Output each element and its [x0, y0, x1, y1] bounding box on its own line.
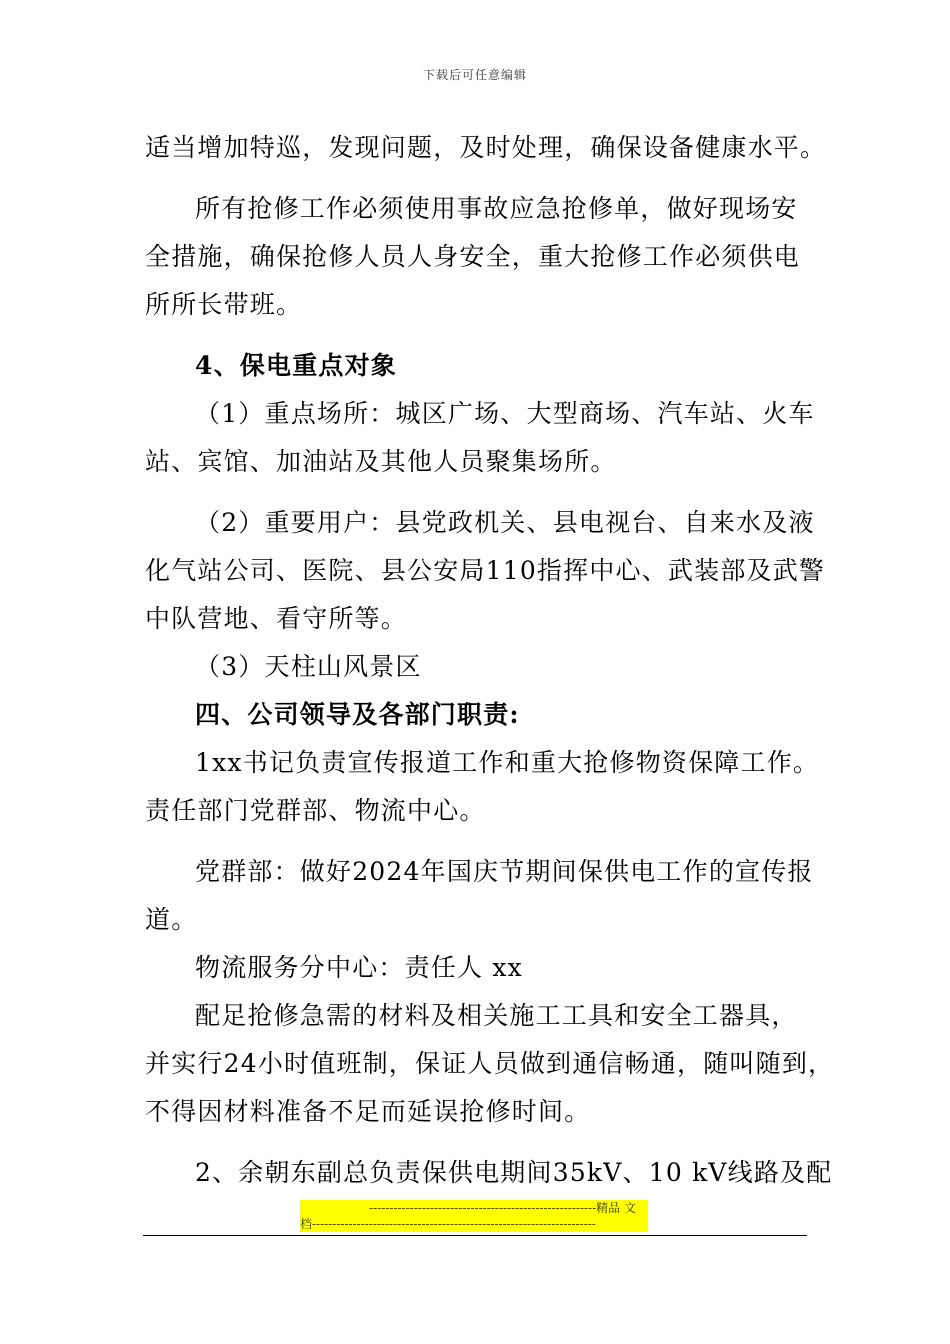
header-note: 下载后可任意编辑 — [422, 68, 527, 82]
body-line: 中队营地、看守所等。 — [145, 604, 408, 633]
footer-line: --------------------------------------------------------精品 文 — [369, 1201, 636, 1215]
body-line: 所所长带班。 — [145, 290, 303, 319]
footer-watermark — [300, 1200, 648, 1232]
body-line: 站、宾馆、加油站及其他人员聚集场所。 — [145, 447, 617, 476]
footer-divider — [143, 1235, 807, 1236]
body-line: （2）重要用户：县党政机关、县电视台、自来水及液 — [195, 508, 815, 537]
document-body — [145, 128, 835, 1201]
body-line: （1）重点场所：城区广场、大型商场、汽车站、火车 — [195, 399, 815, 428]
body-line: 物流服务分中心：责任人 xx — [195, 953, 523, 982]
footer-line: 档---------------------------------------------------------------------- — [300, 1217, 596, 1231]
section-heading: 四、公司领导及各部门职责: — [195, 700, 520, 729]
body-line: 道。 — [145, 905, 198, 934]
body-line: 责任部门党群部、物流中心。 — [145, 796, 486, 825]
body-line: 适当增加特巡，发现问题，及时处理，确保设备健康水平。 — [145, 133, 827, 162]
body-line: 并实行24小时值班制，保证人员做到通信畅通，随叫随到， — [145, 1049, 835, 1078]
body-line: 2、余朝东副总负责保供电期间35kV、10 kV线路及配 — [195, 1158, 833, 1187]
body-line: 不得因材料准备不足而延误抢修时间。 — [145, 1097, 591, 1126]
body-line: 化气站公司、医院、县公安局110指挥中心、武装部及武警 — [145, 556, 826, 585]
section-heading: 4、保电重点对象 — [195, 351, 397, 380]
body-line: 1xx书记负责宣传报道工作和重大抢修物资保障工作。 — [195, 748, 820, 777]
body-line: 党群部：做好2024年国庆节期间保供电工作的宣传报 — [195, 857, 814, 886]
body-line: （3）天柱山风景区 — [195, 652, 422, 681]
body-line: 全措施，确保抢修人员人身安全，重大抢修工作必须供电 — [145, 242, 801, 271]
body-line: 配足抢修急需的材料及相关施工工具和安全工器具， — [195, 1001, 798, 1030]
body-line: 所有抢修工作必须使用事故应急抢修单，做好现场安 — [195, 194, 798, 223]
